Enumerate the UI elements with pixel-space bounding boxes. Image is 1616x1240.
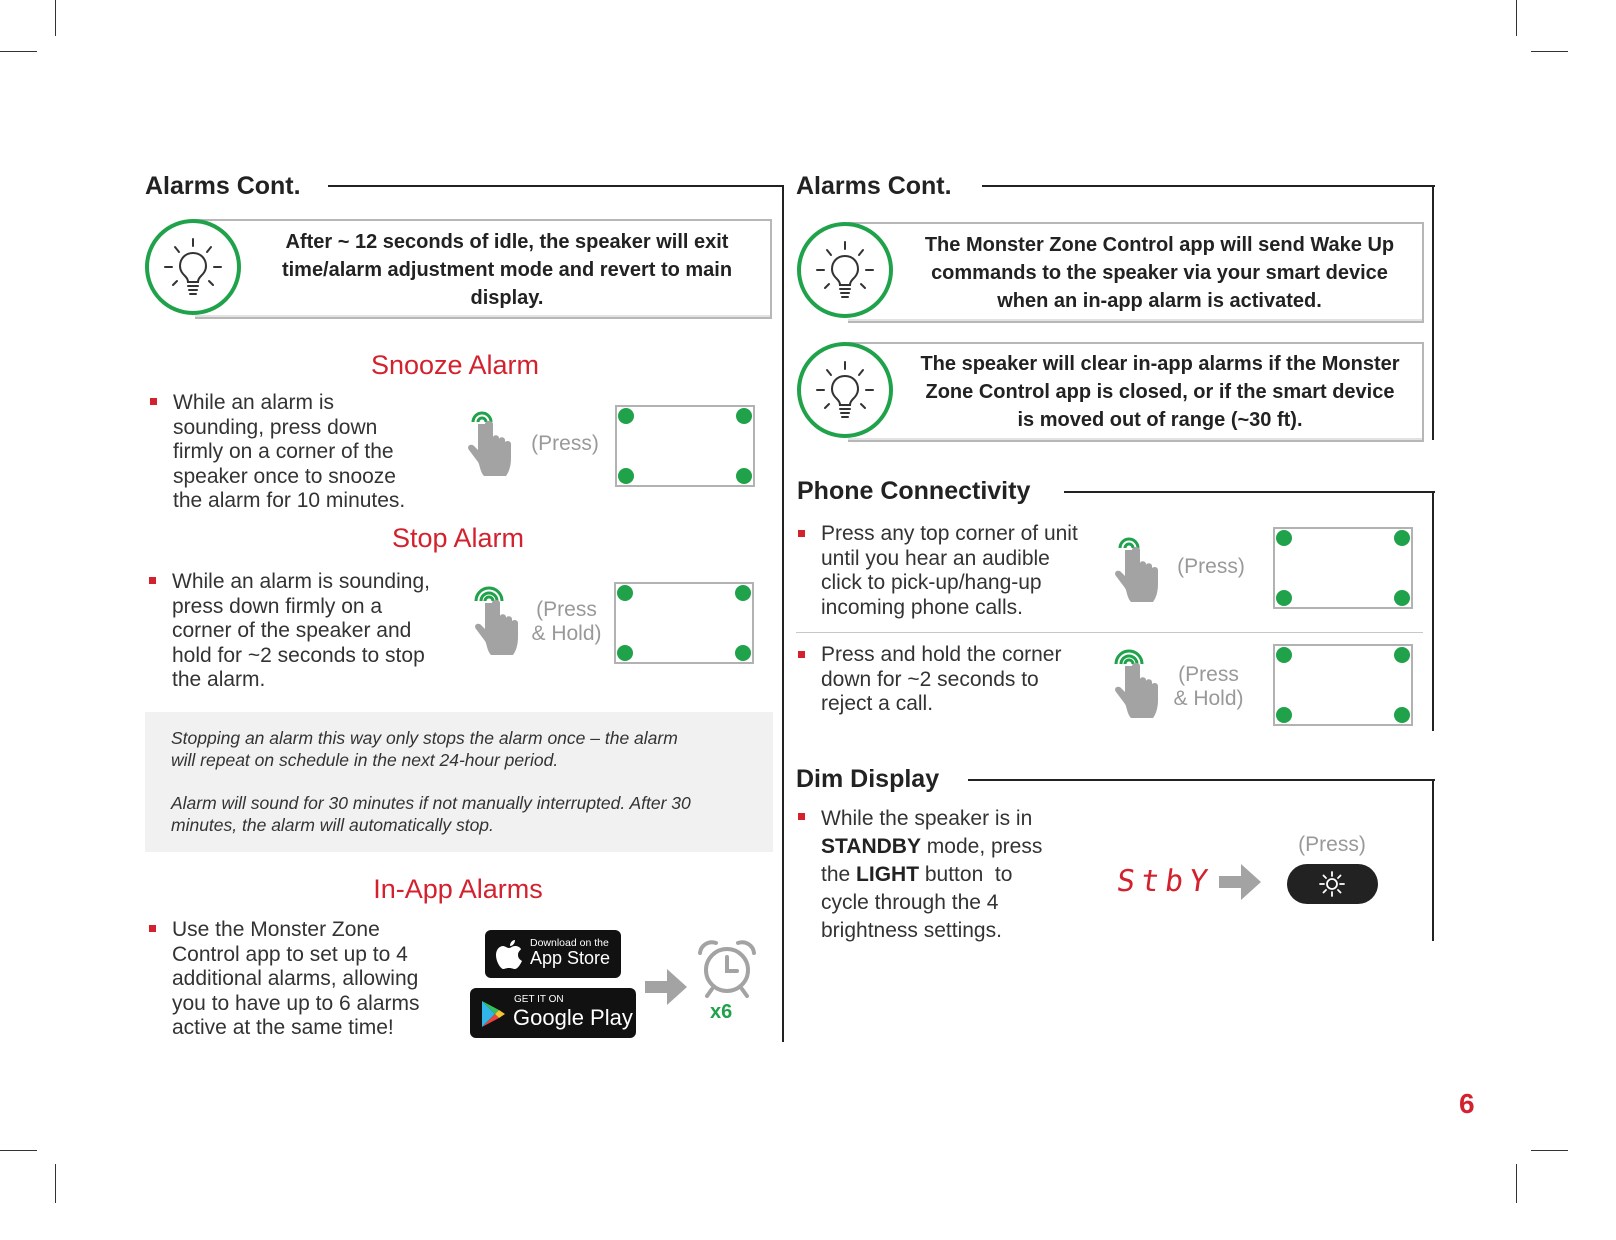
speaker-diagram (1273, 644, 1413, 726)
phone-item2-action (1166, 663, 1251, 711)
stop-action-label (524, 598, 609, 646)
text-line: press down firmly on a (172, 594, 383, 618)
text-fragment: button to (919, 863, 1013, 886)
text-line: (Press (536, 598, 597, 621)
corner-dot (1276, 707, 1292, 723)
corner-dot (618, 408, 634, 424)
text-line: sounding, press down (173, 415, 378, 439)
text-line (821, 861, 1091, 889)
text-line: (Press (1178, 663, 1239, 686)
text-fragment: the (821, 863, 857, 886)
bullet (798, 530, 805, 537)
crop-mark (0, 1150, 37, 1151)
phone-item1-action: (Press) (1177, 555, 1245, 578)
text-line: While the speaker is in (821, 807, 1033, 830)
crop-mark (55, 0, 56, 36)
alarm-clock-icon (696, 939, 758, 999)
right-section-title: Alarms Cont. (796, 172, 952, 200)
text-line: firmly on a corner of the (173, 440, 394, 463)
text-line: While an alarm is (173, 391, 335, 414)
arrow-right-icon (1219, 862, 1263, 902)
phone-section-title: Phone Connectivity (797, 477, 1031, 505)
text-line: Control app to set up to 4 (172, 942, 408, 966)
text-line: incoming phone calls. (821, 595, 1023, 619)
crop-mark (0, 51, 37, 52)
corner-dot (1394, 590, 1410, 606)
bullet (150, 398, 157, 405)
note-line: Stopping an alarm this way only stops the alarm once – the alarm (171, 728, 678, 748)
corner-dot (1276, 590, 1292, 606)
corner-dot (617, 645, 633, 661)
text-line: hold for ~2 seconds to stop (172, 643, 425, 667)
app-store-small-text: Download on the (530, 937, 609, 949)
google-play-big-text: Google Play (513, 1005, 633, 1030)
google-play-small-text: GET IT ON (514, 994, 564, 1005)
speaker-diagram (615, 405, 755, 487)
text-line: active at the same time! (172, 1016, 394, 1039)
app-store-badge[interactable] (485, 930, 621, 978)
brightness-icon (1318, 870, 1346, 898)
dim-title-rule (968, 779, 1435, 781)
lightbulb-icon (813, 358, 877, 422)
clear-tip-text: The speaker will clear in-app alarms if the Monster Zone Control app is closed, or if the smart device is moved out of range (~30 ft). (920, 353, 1400, 431)
right-title-rule (982, 185, 1435, 187)
text-line: the alarm. (172, 668, 266, 691)
crop-mark (1516, 1164, 1517, 1203)
lightbulb-icon (161, 235, 225, 299)
corner-dot (736, 468, 752, 484)
corner-dot (736, 408, 752, 424)
corner-dot (1276, 530, 1292, 546)
light-button[interactable] (1287, 864, 1378, 904)
note-line: will repeat on schedule in the next 24-hour period. (171, 749, 559, 770)
text-line (821, 833, 1091, 861)
crop-mark (55, 1164, 56, 1203)
text-line: speaker once to snooze (173, 464, 396, 488)
text-line: & Hold) (1173, 687, 1244, 710)
dim-instructions (821, 805, 1091, 945)
text-line: click to pick-up/hang-up (821, 571, 1042, 594)
hand-press-hold-icon (1110, 648, 1166, 720)
corner-dot (735, 645, 751, 661)
right-section-border (1432, 186, 1434, 440)
text-line: & Hold) (531, 622, 602, 645)
snooze-instructions (173, 391, 453, 514)
speaker-diagram (614, 582, 754, 664)
phone-item1-text (821, 522, 1106, 620)
bullet (149, 925, 156, 932)
corner-dot (617, 585, 633, 601)
text-line: until you hear an audible (821, 546, 1050, 570)
dim-action-label: (Press) (1298, 833, 1366, 856)
left-title-rule (328, 185, 784, 187)
crop-mark (1531, 1150, 1568, 1151)
bullet (798, 813, 805, 820)
corner-dot (1276, 647, 1292, 663)
page-number: 6 (1459, 1088, 1475, 1119)
corner-dot (735, 585, 751, 601)
speaker-diagram (1273, 527, 1413, 609)
google-play-badge[interactable] (470, 988, 636, 1038)
text-line: reject a call. (821, 692, 934, 715)
dim-section-border (1432, 779, 1434, 941)
clear-tip-bulb (797, 342, 893, 438)
text-line: Press any top corner of unit (821, 522, 1078, 545)
bullet (798, 651, 805, 658)
bullet (149, 577, 156, 584)
note-line: minutes, the alarm will automatically stop. (171, 814, 494, 835)
idle-tip-text: After ~ 12 seconds of idle, the speaker will exit time/alarm adjustment mode and revert to main display. (281, 231, 733, 309)
crop-mark (1516, 0, 1517, 36)
snooze-heading: Snooze Alarm (370, 350, 540, 380)
phone-section-border (1432, 491, 1434, 731)
crop-mark (1531, 51, 1568, 52)
arrow-right-icon (645, 967, 689, 1007)
idle-tip-bulb (145, 219, 241, 315)
text-fragment: mode, press (920, 835, 1043, 858)
apple-icon (495, 938, 523, 970)
column-divider (782, 186, 784, 1042)
app-store-big-text: App Store (530, 948, 611, 968)
text-line: corner of the speaker and (172, 619, 412, 642)
google-play-icon (481, 1000, 507, 1028)
phone-item2-text (821, 643, 1106, 717)
text-line: cycle through the 4 (821, 891, 999, 914)
standby-display: StbY (1114, 864, 1216, 899)
text-line: you to have up to 6 alarms (172, 991, 420, 1015)
dim-section-title: Dim Display (796, 765, 940, 793)
stop-heading: Stop Alarm (391, 523, 525, 553)
left-section-title: Alarms Cont. (145, 172, 301, 200)
text-line: While an alarm is sounding, (172, 570, 430, 593)
corner-dot (1394, 707, 1410, 723)
phone-title-rule (1064, 491, 1435, 493)
text-line: additional alarms, allowing (172, 967, 419, 990)
note-line: Alarm will sound for 30 minutes if not manually interrupted. After 30 (171, 793, 691, 813)
text-line: Press and hold the corner (821, 643, 1062, 666)
alarm-note-box (145, 712, 773, 852)
hand-press-icon (463, 408, 519, 478)
hand-press-icon (1110, 534, 1166, 604)
corner-dot (618, 468, 634, 484)
text-line: Use the Monster Zone (172, 918, 380, 941)
corner-dot (1394, 530, 1410, 546)
text-line: brightness settings. (821, 919, 1002, 942)
corner-dot (1394, 647, 1410, 663)
inapp-instructions (172, 918, 462, 1041)
standby-keyword: STANDBY (821, 835, 921, 858)
lightbulb-icon (813, 238, 877, 302)
snooze-action-label: (Press) (531, 432, 599, 455)
alarm-multiplier: x6 (710, 1001, 733, 1023)
light-keyword: LIGHT (856, 863, 920, 886)
text-line: down for ~2 seconds to (821, 667, 1039, 691)
item-divider (796, 632, 1423, 633)
text-line: the alarm for 10 minutes. (173, 489, 406, 512)
hand-press-hold-icon (470, 585, 526, 657)
wake-tip-text: The Monster Zone Control app will send Wake Up commands to the speaker via your smart device when an in-app alarm is activated. (924, 234, 1395, 312)
inapp-heading: In-App Alarms (373, 874, 543, 904)
stop-instructions (172, 570, 462, 693)
wake-tip-bulb (797, 222, 893, 318)
